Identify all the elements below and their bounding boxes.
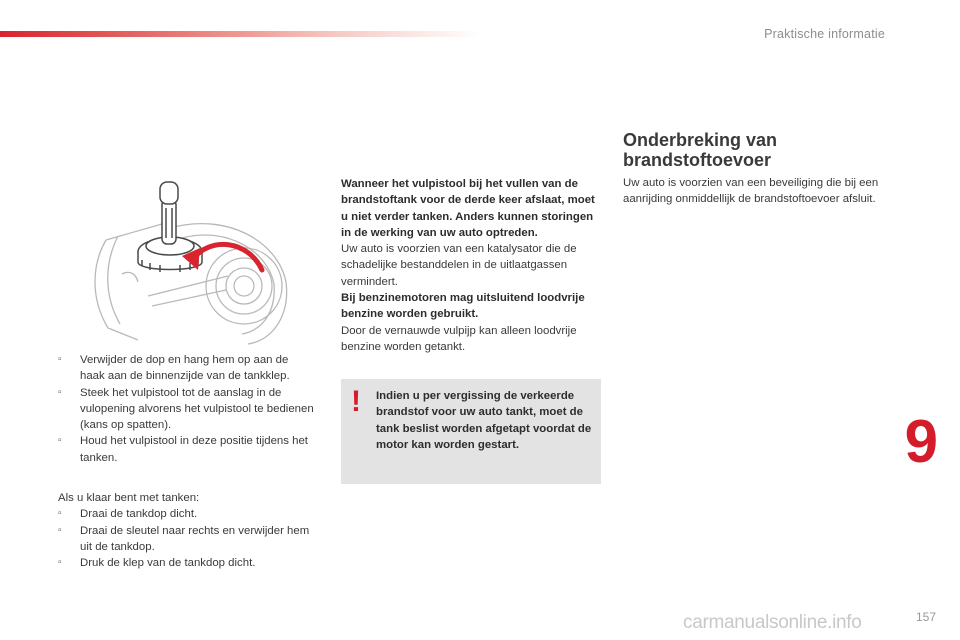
list-item: ▫ Draai de sleutel naar rechts en verwijder hem uit de tankdop.: [58, 523, 314, 556]
unleaded-note: Bij benzinemotoren mag uitsluitend loodvrije benzine worden gebruikt.: [341, 292, 585, 321]
catalyst-note: Uw auto is voorzien van een katalysator die de schadelijke bestanddelen in de uitlaatgassen vermindert.: [341, 243, 577, 288]
warning-icon: !: [351, 385, 361, 418]
warning-box: [341, 379, 601, 484]
fuel-cap-key-illustration: [78, 178, 318, 346]
list-item: ▫ Houd het vulpistool in deze positie tijdens het tanken.: [58, 433, 314, 466]
after-refuel-list: [58, 506, 314, 571]
fuel-cutoff-body: Uw auto is voorzien van een beveiliging die bij een aanrijding onmiddellijk de brandstoftoevoer afsluit.: [623, 177, 879, 206]
fuel-cutoff-title: Onderbreking van brandstoftoevoer: [623, 130, 778, 170]
section-title: Praktische informatie: [764, 27, 885, 41]
list-item: ▫ Draai de tankdop dicht.: [58, 506, 314, 522]
list-item: ▫ Verwijder de dop en hang hem op aan de haak aan de binnenzijde van de tankklep.: [58, 352, 314, 385]
page-number: 157: [915, 610, 936, 624]
after-refuel-intro: Als u klaar bent met tanken:: [58, 492, 200, 505]
third-cutoff-note: Wanneer het vulpistool bij het vullen van de brandstoftank voor de derde keer afslaat, moet u niet verder tanken. Anders kunnen storingen in de werking van uw auto optreden.: [341, 178, 595, 239]
list-item: ▫ Steek het vulpistool tot de aanslag in de vulopening alvorens het vulpistool te bedienen (kans op spatten).: [58, 385, 314, 434]
warning-text: Indien u per vergissing de verkeerde brandstof voor uw auto tankt, moet de tank beslist worden afgetapt voordat de motor kan worden gestart.: [376, 390, 592, 451]
instruction-list: [58, 352, 314, 466]
filler-neck-note: Door de vernauwde vulpijp kan alleen loodvrije benzine worden getankt.: [341, 324, 577, 353]
watermark: carmanualsonline.info: [683, 612, 862, 633]
header-stripe: [0, 31, 480, 37]
refuel-instructions: [58, 352, 314, 572]
refuel-notes: [341, 176, 603, 355]
list-item: ▫ Druk de klep van de tankdop dicht.: [58, 555, 314, 571]
chapter-number: 9: [904, 408, 938, 475]
